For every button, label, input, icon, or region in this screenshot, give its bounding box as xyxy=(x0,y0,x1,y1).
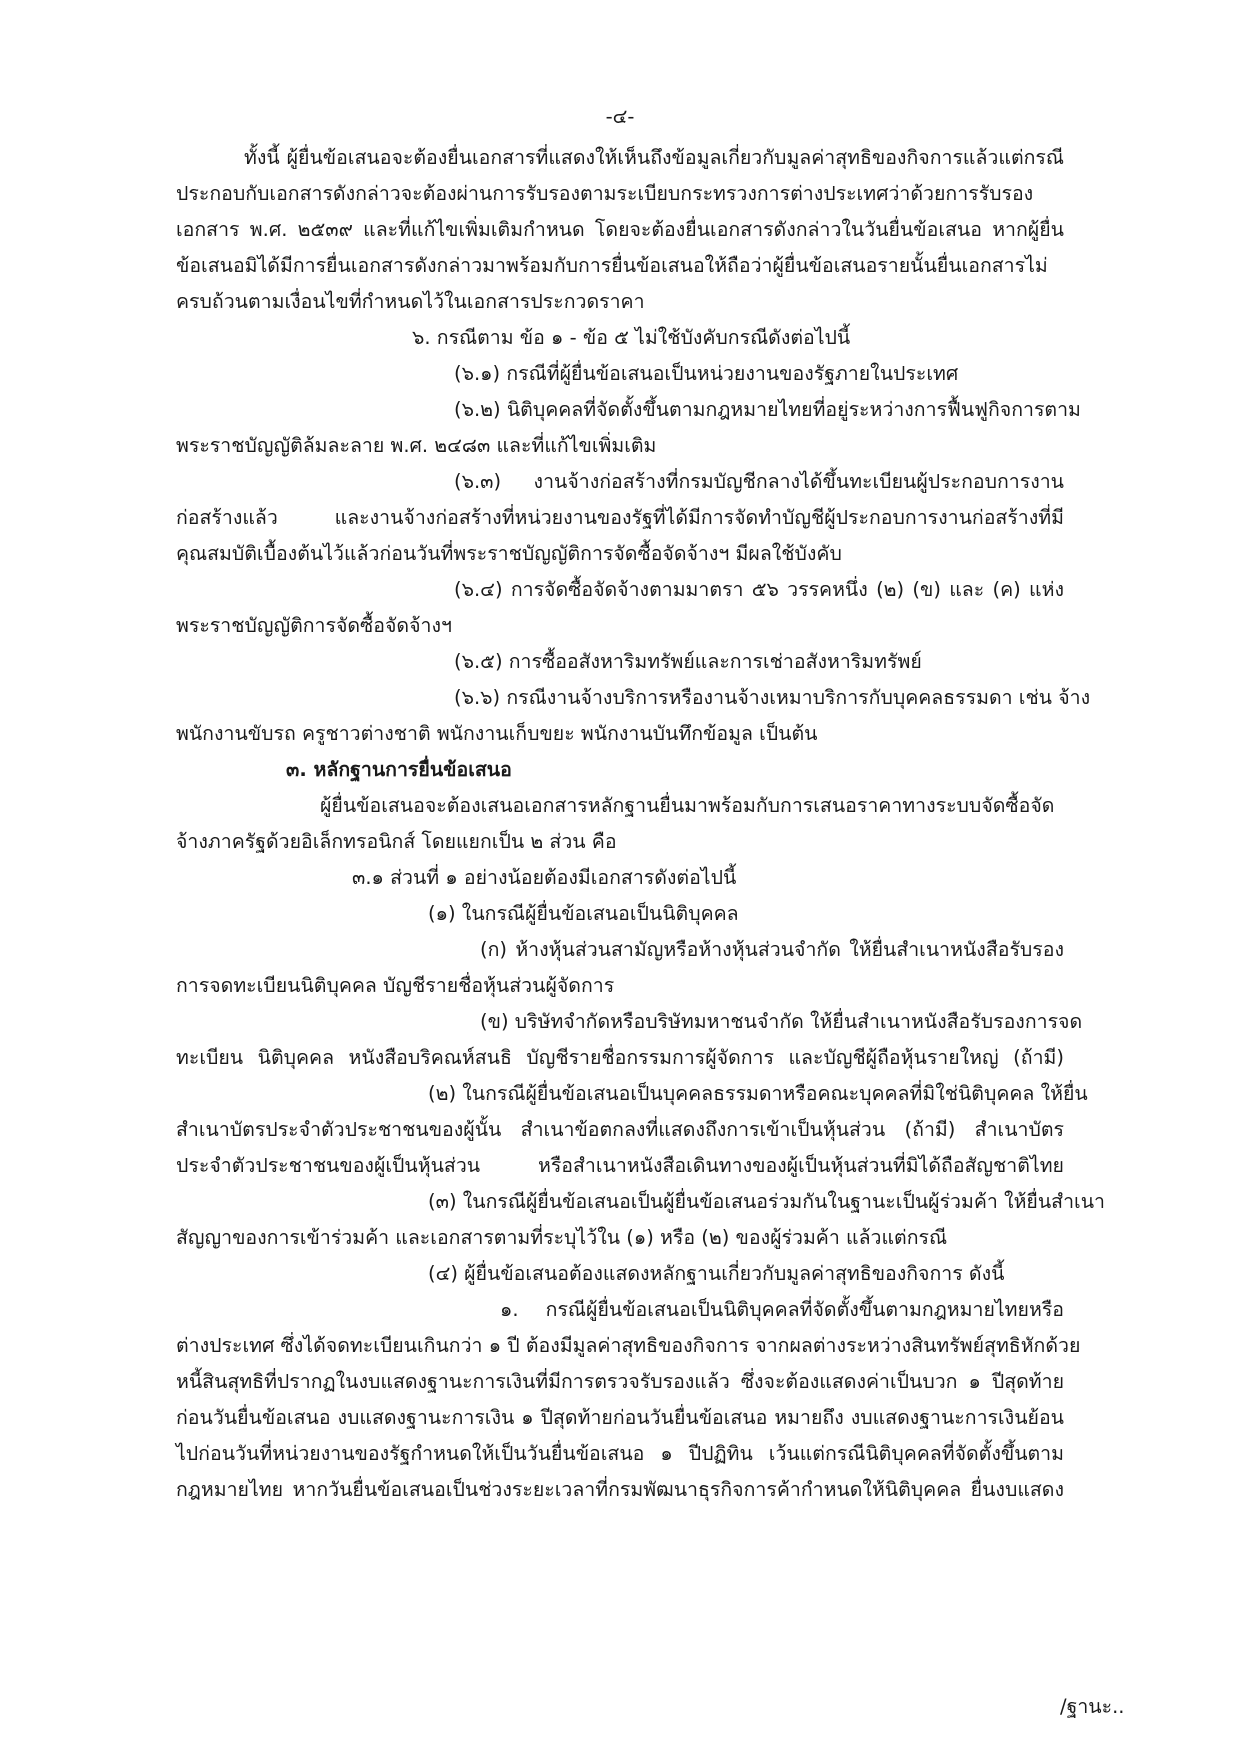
paragraph-line: เอกสาร พ.ศ. ๒๕๓๙ และที่แก้ไขเพิ่มเติมกำหนด โดยจะต้องยื่นเอกสารดังกล่าวในวันยื่นข้อเสนอ หากผู้ยื่น xyxy=(176,218,1064,241)
paragraph-line: ทะเบียน นิติบุคคล หนังสือบริคณห์สนธิ บัญชีรายชื่อกรรมการผู้จัดการ และบัญชีผู้ถือหุ้นรายใหญ่ (ถ้ามี) xyxy=(176,1046,1064,1069)
paragraph-line: กฎหมายไทย หากวันยื่นข้อเสนอเป็นช่วงระยะเวลาที่กรมพัฒนาธุรกิจการค้ากำหนดให้นิติบุคคล ยื่นงบแสดง xyxy=(176,1478,1064,1501)
continuation-marker: /ฐานะ.. xyxy=(1060,1695,1125,1718)
sub-clause: (๖.๖) กรณีงานจ้างบริการหรืองานจ้างเหมาบริการกับบุคคลธรรมดา เช่น จ้าง xyxy=(454,686,1091,709)
paragraph-line: หนี้สินสุทธิที่ปรากฏในงบแสดงฐานะการเงินที่มีการตรวจรับรองแล้ว ซึ่งจะต้องแสดงค่าเป็นบวก ๑ ปีสุดท้าย xyxy=(176,1370,1064,1393)
paragraph-line: ประจำตัวประชาชนของผู้เป็นหุ้นส่วน หรือสำเนาหนังสือเดินทางของผู้เป็นหุ้นส่วนที่มิได้ถือสัญชาติไทย xyxy=(176,1154,1064,1177)
sub-clause: (๒) ในกรณีผู้ยื่นข้อเสนอเป็นบุคคลธรรมดาหรือคณะบุคคลที่มิใช่นิติบุคคล ให้ยื่น xyxy=(428,1082,1088,1105)
paragraph-line: ไปก่อนวันที่หน่วยงานของรัฐกำหนดให้เป็นวันยื่นข้อเสนอ ๑ ปีปฏิทิน เว้นแต่กรณีนิติบุคคลที่จัดตั้งขึ้นตาม xyxy=(176,1442,1064,1465)
paragraph-line: พนักงานขับรถ ครูชาวต่างชาติ พนักงานเก็บขยะ พนักงานบันทึกข้อมูล เป็นต้น xyxy=(176,722,818,745)
paragraph-line: ครบถ้วนตามเงื่อนไขที่กำหนดไว้ในเอกสารประกวดราคา xyxy=(176,290,645,313)
paragraph-line: พระราชบัญญัติล้มละลาย พ.ศ. ๒๔๘๓ และที่แก้ไขเพิ่มเติม xyxy=(176,434,657,457)
section-heading: ๓. หลักฐานการยื่นข้อเสนอ xyxy=(286,758,512,781)
paragraph-line: จ้างภาครัฐด้วยอิเล็กทรอนิกส์ โดยแยกเป็น ๒ ส่วน คือ xyxy=(176,830,617,853)
clause-heading: ๖. กรณีตาม ข้อ ๑ - ข้อ ๕ ไม่ใช้บังคับกรณีดังต่อไปนี้ xyxy=(412,326,851,349)
paragraph-line: ผู้ยื่นข้อเสนอจะต้องเสนอเอกสารหลักฐานยื่นมาพร้อมกับการเสนอราคาทางระบบจัดซื้อจัด xyxy=(320,794,1055,817)
sub-clause: (ก) ห้างหุ้นส่วนสามัญหรือห้างหุ้นส่วนจำกัด ให้ยื่นสำเนาหนังสือรับรอง xyxy=(480,938,1064,961)
sub-clause: (ข) บริษัทจำกัดหรือบริษัทมหาชนจำกัด ให้ยื่นสำเนาหนังสือรับรองการจด xyxy=(480,1010,1083,1033)
paragraph-line: การจดทะเบียนนิติบุคคล บัญชีรายชื่อหุ้นส่วนผู้จัดการ xyxy=(176,974,615,997)
paragraph-line: สัญญาของการเข้าร่วมค้า และเอกสารตามที่ระบุไว้ใน (๑) หรือ (๒) ของผู้ร่วมค้า แล้วแต่กรณี xyxy=(176,1226,948,1249)
sub-clause: (๖.๑) กรณีที่ผู้ยื่นข้อเสนอเป็นหน่วยงานของรัฐภายในประเทศ xyxy=(454,362,959,385)
paragraph-line: คุณสมบัติเบื้องต้นไว้แล้วก่อนวันที่พระราชบัญญัติการจัดซื้อจัดจ้างฯ มีผลใช้บังคับ xyxy=(176,542,842,565)
paragraph-line: พระราชบัญญัติการจัดซื้อจัดจ้างฯ xyxy=(176,614,452,637)
sub-section-heading: ๓.๑ ส่วนที่ ๑ อย่างน้อยต้องมีเอกสารดังต่อไปนี้ xyxy=(352,866,737,889)
paragraph-line: สำเนาบัตรประจำตัวประชาชนของผู้นั้น สำเนาข้อตกลงที่แสดงถึงการเข้าเป็นหุ้นส่วน (ถ้ามี) สำเนาบัตร xyxy=(176,1118,1064,1141)
paragraph-line: ประกอบกับเอกสารดังกล่าวจะต้องผ่านการรับรองตามระเบียบกระทรวงการต่างประเทศว่าด้วยการรับรอง xyxy=(176,182,1034,205)
paragraph-line: ก่อสร้างแล้ว และงานจ้างก่อสร้างที่หน่วยงานของรัฐที่ได้มีการจัดทำบัญชีผู้ประกอบการงานก่อสร้างที่มี xyxy=(176,506,1064,529)
sub-clause: (๔) ผู้ยื่นข้อเสนอต้องแสดงหลักฐานเกี่ยวกับมูลค่าสุทธิของกิจการ ดังนี้ xyxy=(428,1262,1005,1285)
paragraph-line: ข้อเสนอมิได้มีการยื่นเอกสารดังกล่าวมาพร้อมกับการยื่นข้อเสนอให้ถือว่าผู้ยื่นข้อเสนอรายนั้นยื่นเอกสารไม่ xyxy=(176,254,1048,277)
sub-clause: (๓) ในกรณีผู้ยื่นข้อเสนอเป็นผู้ยื่นข้อเสนอร่วมกันในฐานะเป็นผู้ร่วมค้า ให้ยื่นสำเนา xyxy=(428,1190,1105,1213)
sub-clause: (๖.๓) งานจ้างก่อสร้างที่กรมบัญชีกลางได้ขึ้นทะเบียนผู้ประกอบการงาน xyxy=(454,470,1064,493)
sub-clause: (๖.๔) การจัดซื้อจัดจ้างตามมาตรา ๕๖ วรรคหนึ่ง (๒) (ข) และ (ค) แห่ง xyxy=(454,578,1064,601)
sub-clause: (๑) ในกรณีผู้ยื่นข้อเสนอเป็นนิติบุคคล xyxy=(428,902,739,925)
sub-clause: ๑. กรณีผู้ยื่นข้อเสนอเป็นนิติบุคคลที่จัดตั้งขึ้นตามกฎหมายไทยหรือ xyxy=(500,1298,1064,1321)
page-number: -๔- xyxy=(605,105,635,128)
sub-clause: (๖.๕) การซื้ออสังหาริมทรัพย์และการเช่าอสังหาริมทรัพย์ xyxy=(454,650,922,673)
paragraph-line: ทั้งนี้ ผู้ยื่นข้อเสนอจะต้องยื่นเอกสารที่แสดงให้เห็นถึงข้อมูลเกี่ยวกับมูลค่าสุทธิของกิจการแล้วแต่กรณี xyxy=(244,146,1064,169)
paragraph-line: ต่างประเทศ ซึ่งได้จดทะเบียนเกินกว่า ๑ ปี ต้องมีมูลค่าสุทธิของกิจการ จากผลต่างระหว่างสินทรัพย์สุทธิหักด้วย xyxy=(176,1334,1081,1357)
paragraph-line: ก่อนวันยื่นข้อเสนอ งบแสดงฐานะการเงิน ๑ ปีสุดท้ายก่อนวันยื่นข้อเสนอ หมายถึง งบแสดงฐานะการเงินย้อน xyxy=(176,1406,1064,1429)
sub-clause: (๖.๒) นิติบุคคลที่จัดตั้งขึ้นตามกฎหมายไทยที่อยู่ระหว่างการฟื้นฟูกิจการตาม xyxy=(454,398,1081,421)
